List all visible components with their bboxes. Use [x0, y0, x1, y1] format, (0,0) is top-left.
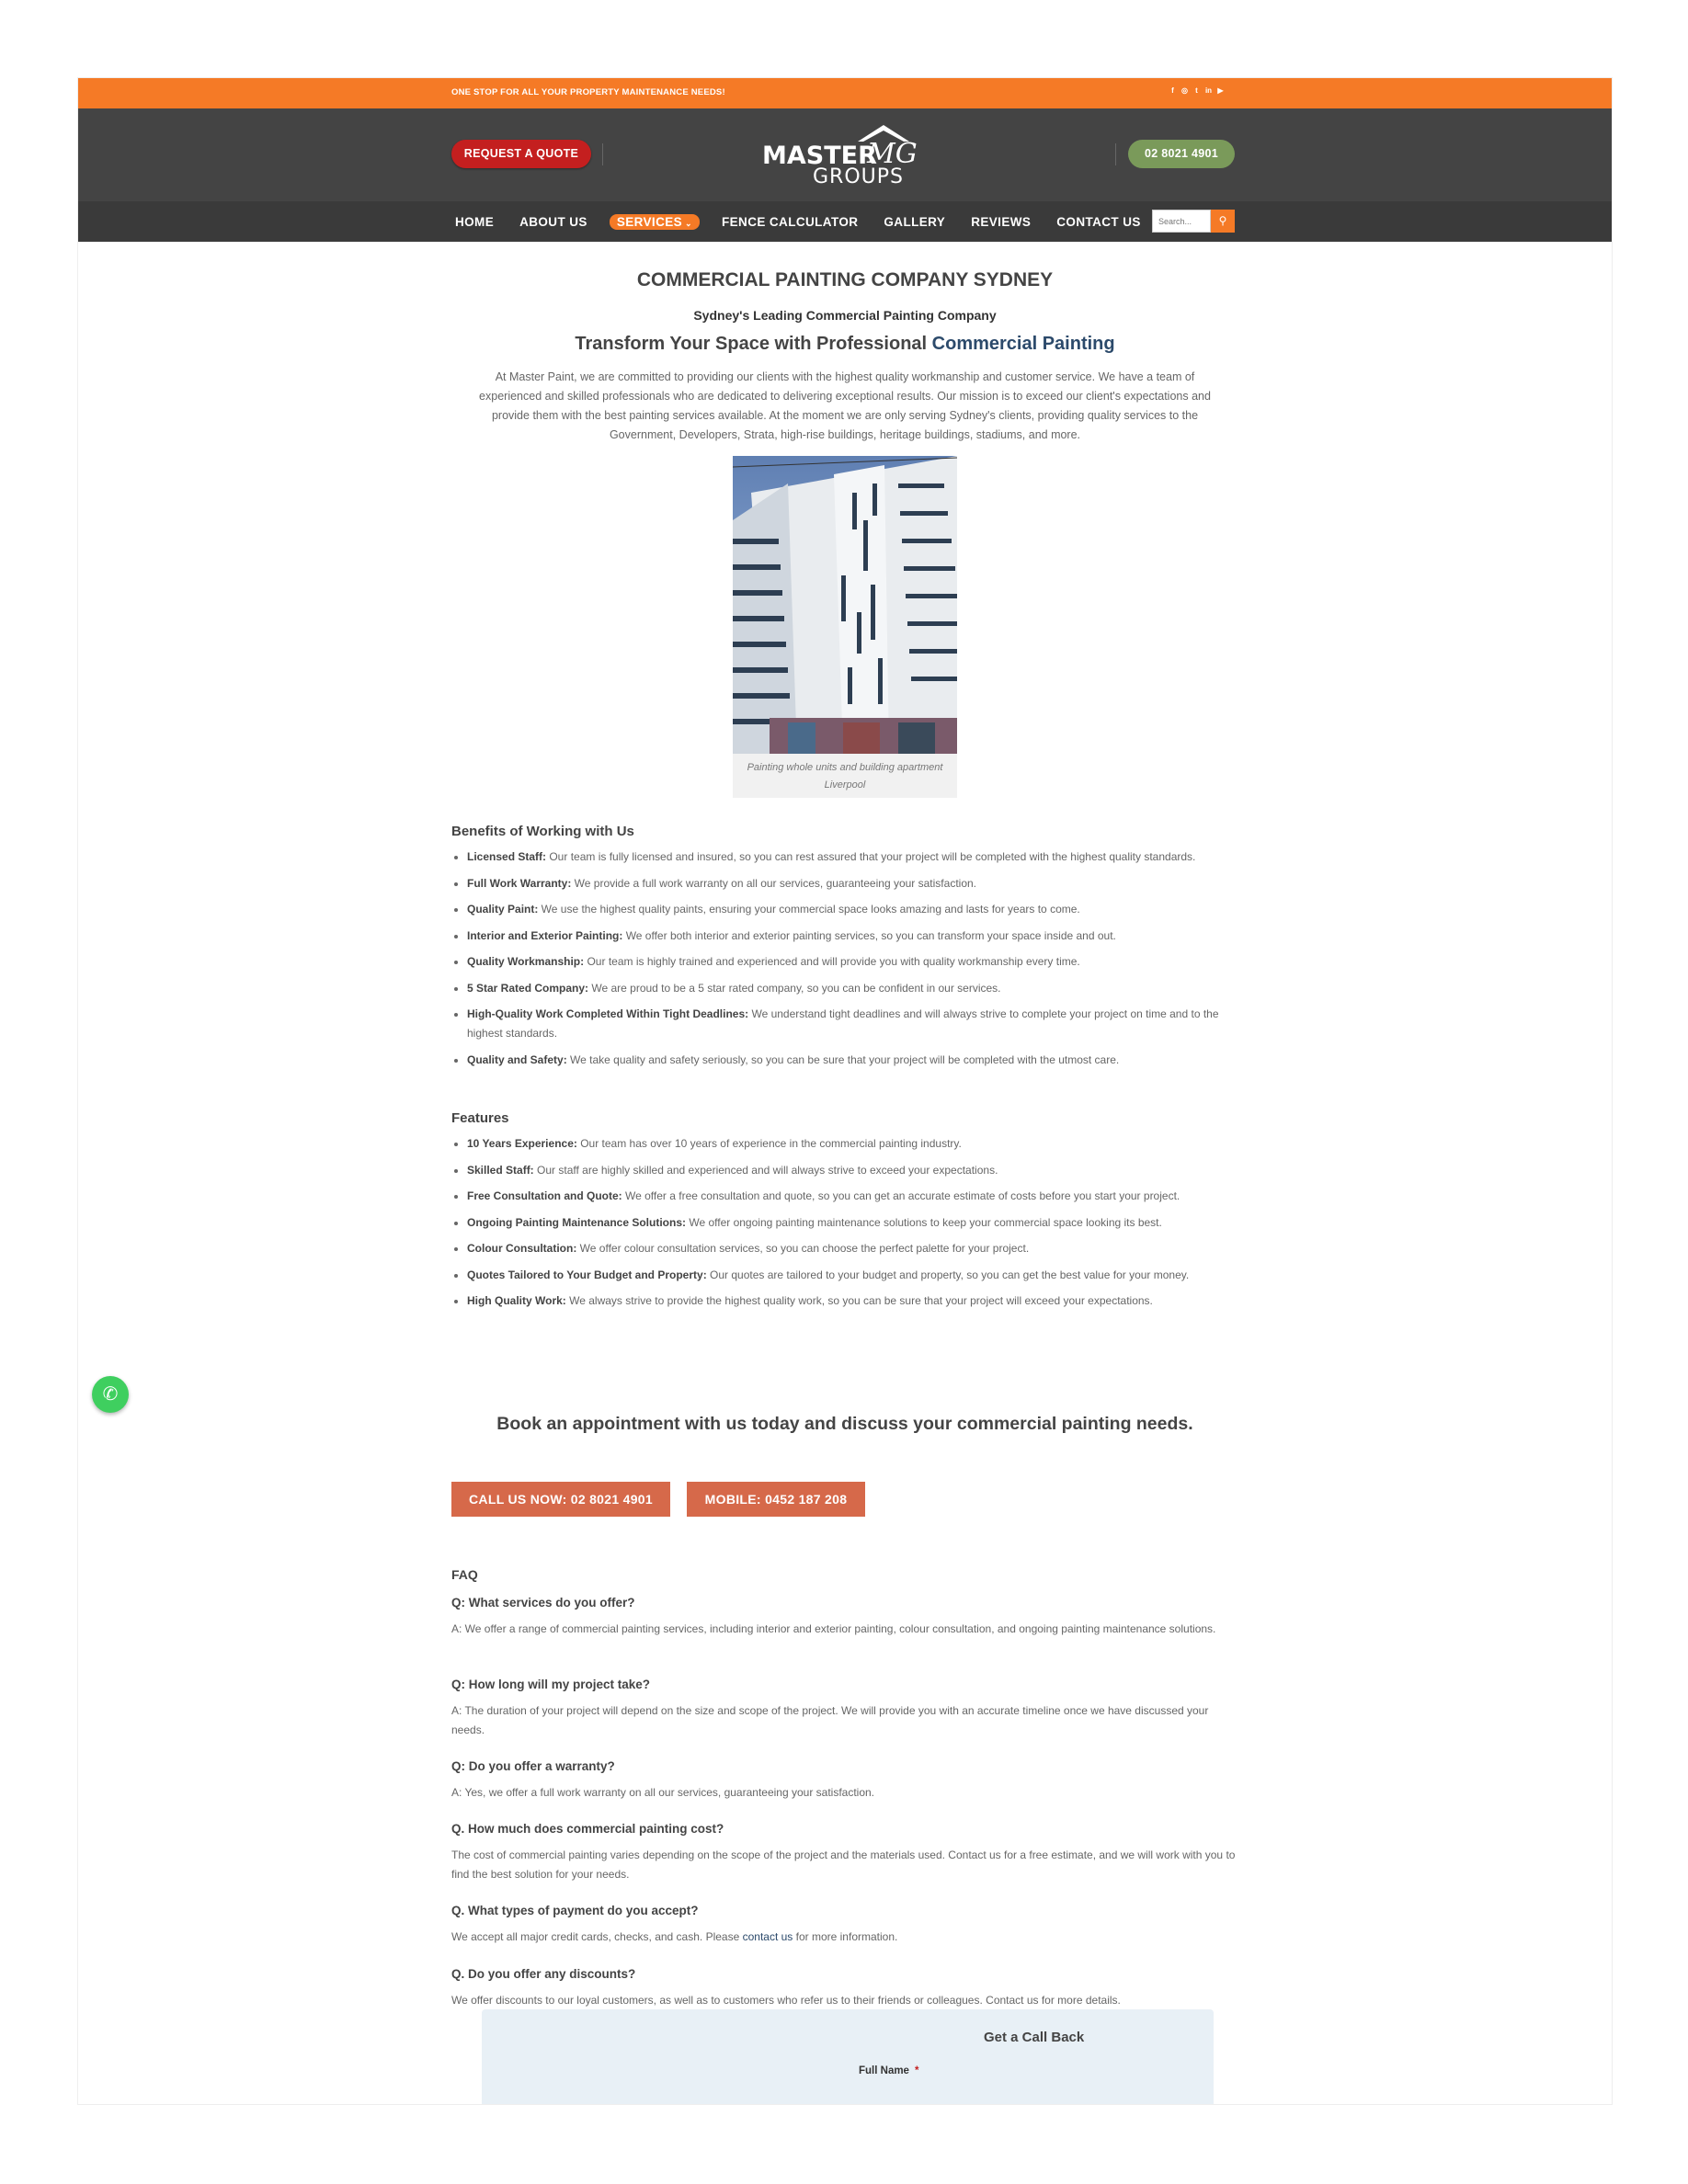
heading-highlight: Commercial Painting	[931, 334, 1115, 354]
image-caption: Painting whole units and building apartment Liverpool	[747, 762, 943, 791]
item-label: Ongoing Painting Maintenance Solutions:	[467, 1215, 686, 1229]
item-text: Our team has over 10 years of experience in the commercial painting industry.	[576, 1137, 962, 1150]
list-item	[467, 1161, 1239, 1180]
floating-phone-icon[interactable]: ✆	[92, 1376, 129, 1413]
list-item	[467, 1239, 1239, 1258]
item-text: We use the highest quality paints, ensuring your commercial space looks amazing and lasts for years to come.	[538, 903, 1080, 916]
call-now-button[interactable]: CALL US NOW: 02 8021 4901	[451, 1482, 670, 1517]
item-label: Full Work Warranty:	[467, 876, 572, 890]
faq-answer: A: Yes, we offer a full work warranty on all our services, guaranteeing your satisfaction.	[451, 1786, 875, 1799]
list-item	[467, 1291, 1239, 1311]
callback-form	[482, 2009, 1214, 2105]
section-heading	[451, 334, 1238, 355]
twitter-icon[interactable]: t	[1195, 86, 1198, 95]
item-text: Our team is highly trained and experienced and will provide you with quality workmanship every time.	[584, 955, 1080, 968]
search-box	[1152, 210, 1235, 233]
page-frame	[77, 77, 1613, 2105]
mobile-button[interactable]: MOBILE: 0452 187 208	[687, 1482, 865, 1517]
logo-word-groups: GROUPS	[813, 165, 904, 188]
item-label: High-Quality Work Completed Within Tight Deadlines:	[467, 1007, 749, 1020]
features-list	[451, 1134, 1239, 1318]
list-item	[467, 979, 1239, 998]
list-item	[467, 1051, 1239, 1070]
item-text: Our team is fully licensed and insured, so you can rest assured that your project will be completed with the highest quality standards.	[546, 850, 1196, 863]
item-text: We always strive to provide the highest quality work, so you can be sure that your project will exceed your expectations.	[565, 1294, 1153, 1307]
facebook-icon[interactable]: f	[1171, 86, 1174, 95]
item-text: We take quality and safety seriously, so you can be sure that your project will be completed with the utmost care.	[566, 1052, 1120, 1066]
list-item	[467, 952, 1239, 972]
item-text: Our staff are highly skilled and experienced and will always strive to exceed your expectations.	[533, 1163, 998, 1177]
divider	[1115, 143, 1116, 165]
list-item	[467, 1005, 1239, 1043]
item-text: Our quotes are tailored to your budget and property, so you can get the best value for your money.	[706, 1268, 1190, 1281]
item-label: Quality and Safety:	[467, 1052, 567, 1066]
item-text: We offer colour consultation services, so you can choose the perfect palette for your project.	[576, 1242, 1030, 1255]
heading-prefix: Transform Your Space with Professional	[575, 334, 932, 354]
answer-text: We accept all major credit cards, checks, and cash. Please	[451, 1930, 743, 1943]
item-label: 5 Star Rated Company:	[467, 981, 589, 995]
search-icon[interactable]: ⚲	[1211, 210, 1235, 233]
divider	[602, 143, 603, 165]
nav-contact-us[interactable]: CONTACT US	[1056, 214, 1141, 229]
top-bar	[78, 78, 1612, 108]
benefits-list	[451, 847, 1239, 1076]
faq-question: Q: Do you offer a warranty?	[451, 1759, 615, 1773]
social-links	[1169, 86, 1225, 95]
item-label: Skilled Staff:	[467, 1163, 534, 1177]
instagram-icon[interactable]: ◎	[1181, 86, 1188, 95]
site-logo[interactable]	[762, 121, 928, 189]
page-subtitle: Sydney's Leading Commercial Painting Company	[693, 308, 997, 323]
faq-answer: We offer discounts to our loyal customers, as well as to customers who refer us to their friends or colleagues. Contact us for more details.	[451, 1994, 1121, 2007]
answer-text: for more information.	[793, 1930, 898, 1943]
field-label: Full Name	[859, 2065, 909, 2076]
youtube-icon[interactable]: ▶	[1217, 86, 1224, 95]
cta-heading: Book an appointment with us today and discuss your commercial painting needs.	[496, 1414, 1193, 1434]
linkedin-icon[interactable]: in	[1204, 86, 1213, 95]
nav-about-us[interactable]: ABOUT US	[519, 214, 587, 229]
logo-mark: MG	[867, 138, 918, 170]
item-text: We provide a full work warranty on all our services, guaranteeing your satisfaction.	[571, 876, 976, 890]
page-title: COMMERCIAL PAINTING COMPANY SYDNEY	[636, 269, 1054, 290]
faq-answer	[451, 1928, 1238, 1947]
faq-answer: The cost of commercial painting varies depending on the scope of the project and the materials used. Contact us for a free estimate, and we will work with you to find the best solution for your needs.	[451, 1848, 1236, 1881]
item-label: Quality Workmanship:	[467, 955, 585, 968]
intro-paragraph: At Master Paint, we are committed to providing our clients with the highest quality workmanship and customer service. We have a team of experienced and skilled professionals who are dedicated to delivering exceptional results. Our mission is to exceed our client's expectations and provide them with the best painting services available. At the moment we are only serving Sydney's clients, providing quality services to the Government, Developers, Strata, high-rise buildings, heritage buildings, stadiums, and more.	[479, 370, 1211, 441]
nav-services[interactable]	[610, 214, 700, 230]
faq-answer: A: We offer a range of commercial painting services, including interior and exterior painting, colour consultation, and ongoing painting maintenance solutions.	[451, 1622, 1216, 1635]
building-figure	[733, 456, 957, 798]
item-label: Licensed Staff:	[467, 850, 547, 863]
item-text: We offer ongoing painting maintenance solutions to keep your commercial space looking its best.	[686, 1215, 1162, 1229]
request-quote-button[interactable]: REQUEST A QUOTE	[451, 140, 591, 168]
faq-question: Q: How long will my project take?	[451, 1678, 651, 1691]
list-item	[467, 927, 1239, 946]
faq-title: FAQ	[451, 1567, 478, 1582]
main-nav	[78, 201, 1612, 242]
item-label: High Quality Work:	[467, 1294, 566, 1307]
item-label: Interior and Exterior Painting:	[467, 928, 623, 942]
item-text: We offer both interior and exterior painting services, so you can transform your space inside and out.	[622, 928, 1116, 942]
header-phone-button[interactable]: 02 8021 4901	[1128, 140, 1235, 168]
tagline: ONE STOP FOR ALL YOUR PROPERTY MAINTENANCE NEEDS!	[451, 87, 725, 97]
nav-gallery[interactable]: GALLERY	[884, 214, 946, 229]
faq-question: Q. Do you offer any discounts?	[451, 1967, 636, 1981]
list-item	[467, 900, 1239, 919]
site-header	[78, 108, 1612, 201]
benefits-title: Benefits of Working with Us	[451, 824, 634, 839]
faq-question: Q. How much does commercial painting cost?	[451, 1822, 724, 1836]
nav-fence-calculator[interactable]: FENCE CALCULATOR	[722, 214, 859, 229]
item-label: Quality Paint:	[467, 903, 539, 916]
list-item	[467, 1187, 1239, 1206]
nav-reviews[interactable]: REVIEWS	[971, 214, 1032, 229]
faq-answer: A: The duration of your project will depend on the size and scope of the project. We will provide you with an accurate timeline once we have discussed your needs.	[451, 1704, 1209, 1736]
faq-question: Q: What services do you offer?	[451, 1596, 635, 1610]
nav-home[interactable]: HOME	[455, 214, 495, 229]
item-text: We understand tight deadlines and will always strive to complete your project on time and to the highest standards.	[467, 1007, 1219, 1040]
item-text: We offer a free consultation and quote, so you can get an accurate estimate of costs before you start your project.	[622, 1189, 1180, 1202]
contact-us-link[interactable]: contact us	[742, 1930, 793, 1943]
item-label: Colour Consultation:	[467, 1242, 577, 1255]
item-label: 10 Years Experience:	[467, 1137, 577, 1150]
callback-title: Get a Call Back	[984, 2030, 1085, 2045]
list-item	[467, 1266, 1239, 1285]
full-name-label	[859, 2065, 918, 2076]
nav-services-label: SERVICES	[616, 214, 683, 229]
search-input[interactable]	[1152, 210, 1211, 233]
item-label: Free Consultation and Quote:	[467, 1189, 622, 1202]
item-label: Quotes Tailored to Your Budget and Property:	[467, 1268, 707, 1281]
chevron-down-icon: ⌄	[685, 218, 692, 228]
list-item	[467, 1134, 1239, 1154]
building-image	[733, 456, 957, 754]
logo-word-master: MASTER	[762, 142, 877, 170]
faq-question: Q. What types of payment do you accept?	[451, 1904, 699, 1917]
list-item	[467, 1213, 1239, 1233]
required-mark: *	[914, 2065, 919, 2076]
list-item	[467, 874, 1239, 893]
item-text: We are proud to be a 5 star rated company, so you can be confident in our services.	[588, 981, 1001, 995]
features-title: Features	[451, 1110, 509, 1126]
list-item	[467, 847, 1239, 867]
